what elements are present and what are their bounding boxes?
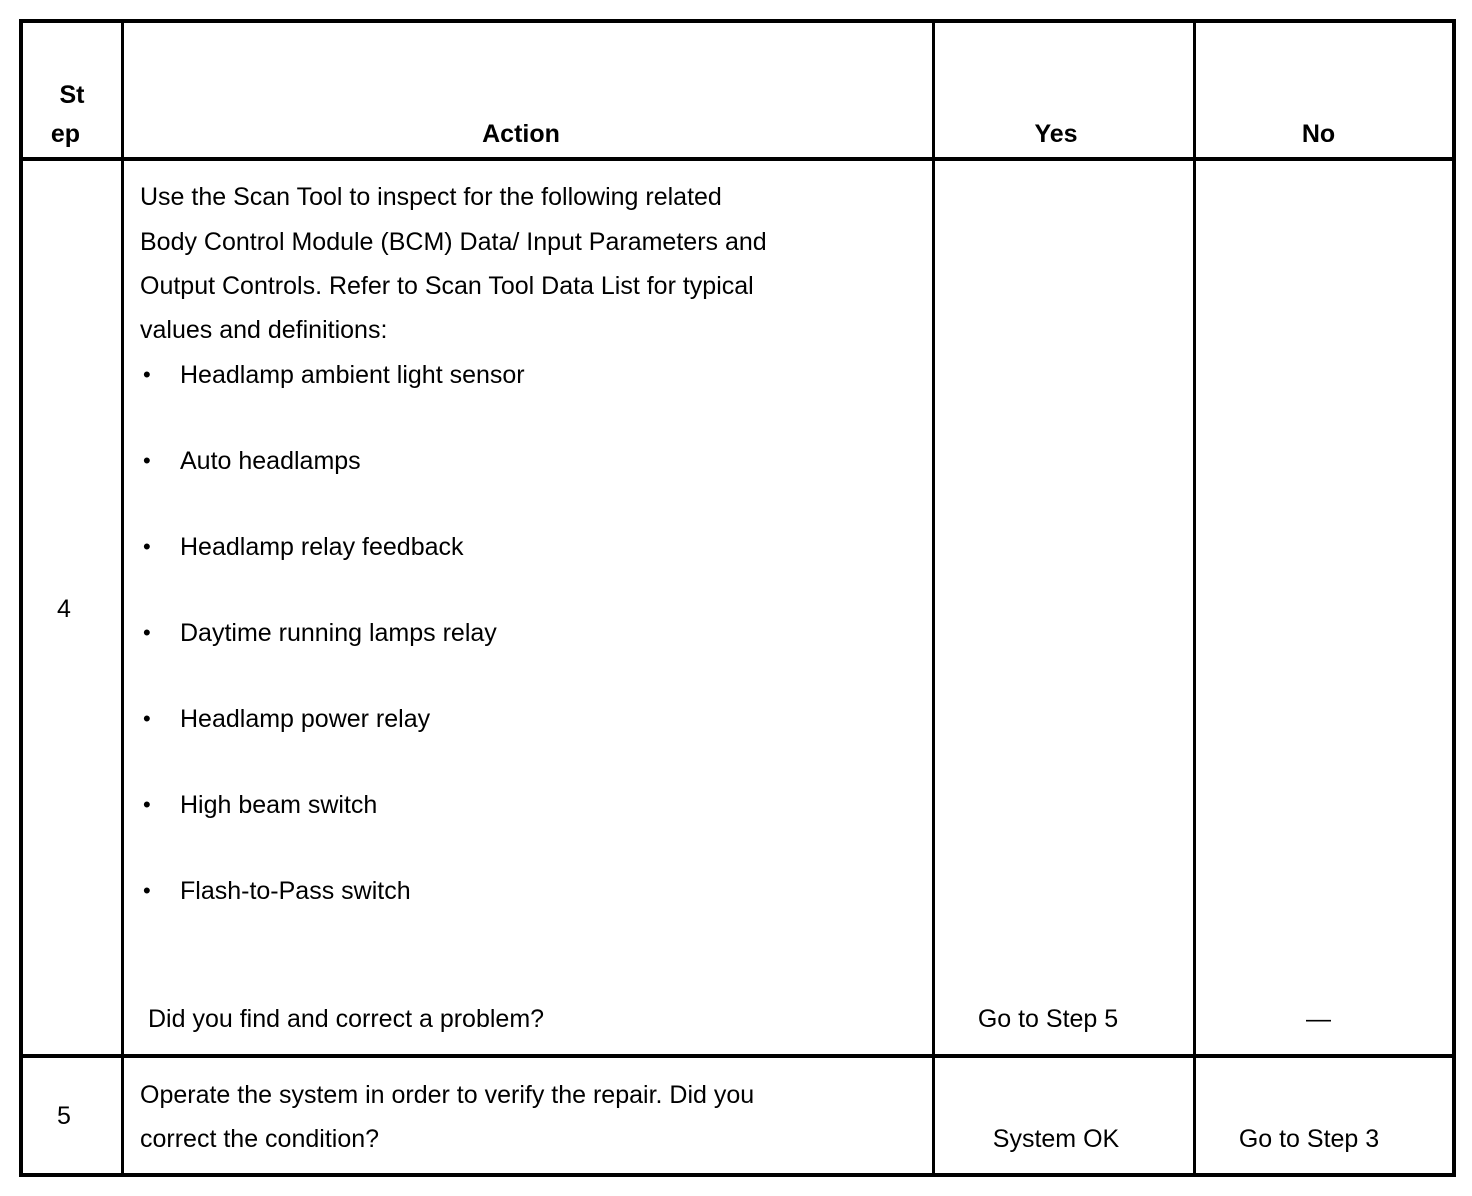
table-border-top: [19, 19, 1456, 23]
row4-yes-result: Go to Step 5: [977, 1005, 1119, 1033]
row4-intro-line-3: Output Controls. Refer to Scan Tool Data List for typical: [140, 272, 754, 300]
list-item: Headlamp relay feedback: [180, 533, 464, 561]
header-step-line1: St: [59, 81, 85, 109]
bullet-icon: •: [143, 362, 151, 387]
row4-intro-line-1: Use the Scan Tool to inspect for the following related: [140, 183, 722, 211]
step-number-5: 5: [57, 1102, 71, 1130]
list-item: Headlamp ambient light sensor: [180, 361, 525, 389]
bullet-icon: •: [143, 448, 151, 473]
row5-action-line-2: correct the condition?: [140, 1125, 380, 1153]
header-action: Action: [482, 120, 560, 148]
header-yes: Yes: [1034, 120, 1078, 148]
list-item: Flash-to-Pass switch: [180, 877, 411, 905]
list-item: Daytime running lamps relay: [180, 619, 497, 647]
row4-no-result: —: [1306, 1005, 1331, 1033]
list-item: High beam switch: [180, 791, 378, 819]
table-border-bottom: [19, 1173, 1456, 1177]
row4-intro-line-2: Body Control Module (BCM) Data/ Input Parameters and: [140, 228, 767, 256]
row-divider: [19, 1054, 1456, 1058]
row4-intro-line-4: values and definitions:: [140, 316, 388, 344]
header-no: No: [1301, 120, 1336, 148]
bullet-icon: •: [143, 792, 151, 817]
bullet-icon: •: [143, 534, 151, 559]
bullet-icon: •: [143, 878, 151, 903]
header-step-line2: ep: [50, 120, 81, 148]
table-border-right: [1452, 19, 1456, 1177]
column-divider-step: [121, 19, 124, 1177]
row5-no-result: Go to Step 3: [1238, 1125, 1380, 1153]
row5-action-line-1: Operate the system in order to verify the repair. Did you: [140, 1081, 755, 1109]
list-item: Headlamp power relay: [180, 705, 431, 733]
header-divider: [19, 157, 1456, 161]
bullet-icon: •: [143, 706, 151, 731]
list-item: Auto headlamps: [180, 447, 361, 475]
row5-yes-result: System OK: [992, 1125, 1120, 1153]
bullet-icon: •: [143, 620, 151, 645]
step-number-4: 4: [57, 595, 71, 623]
row4-question: Did you find and correct a problem?: [148, 1005, 545, 1033]
